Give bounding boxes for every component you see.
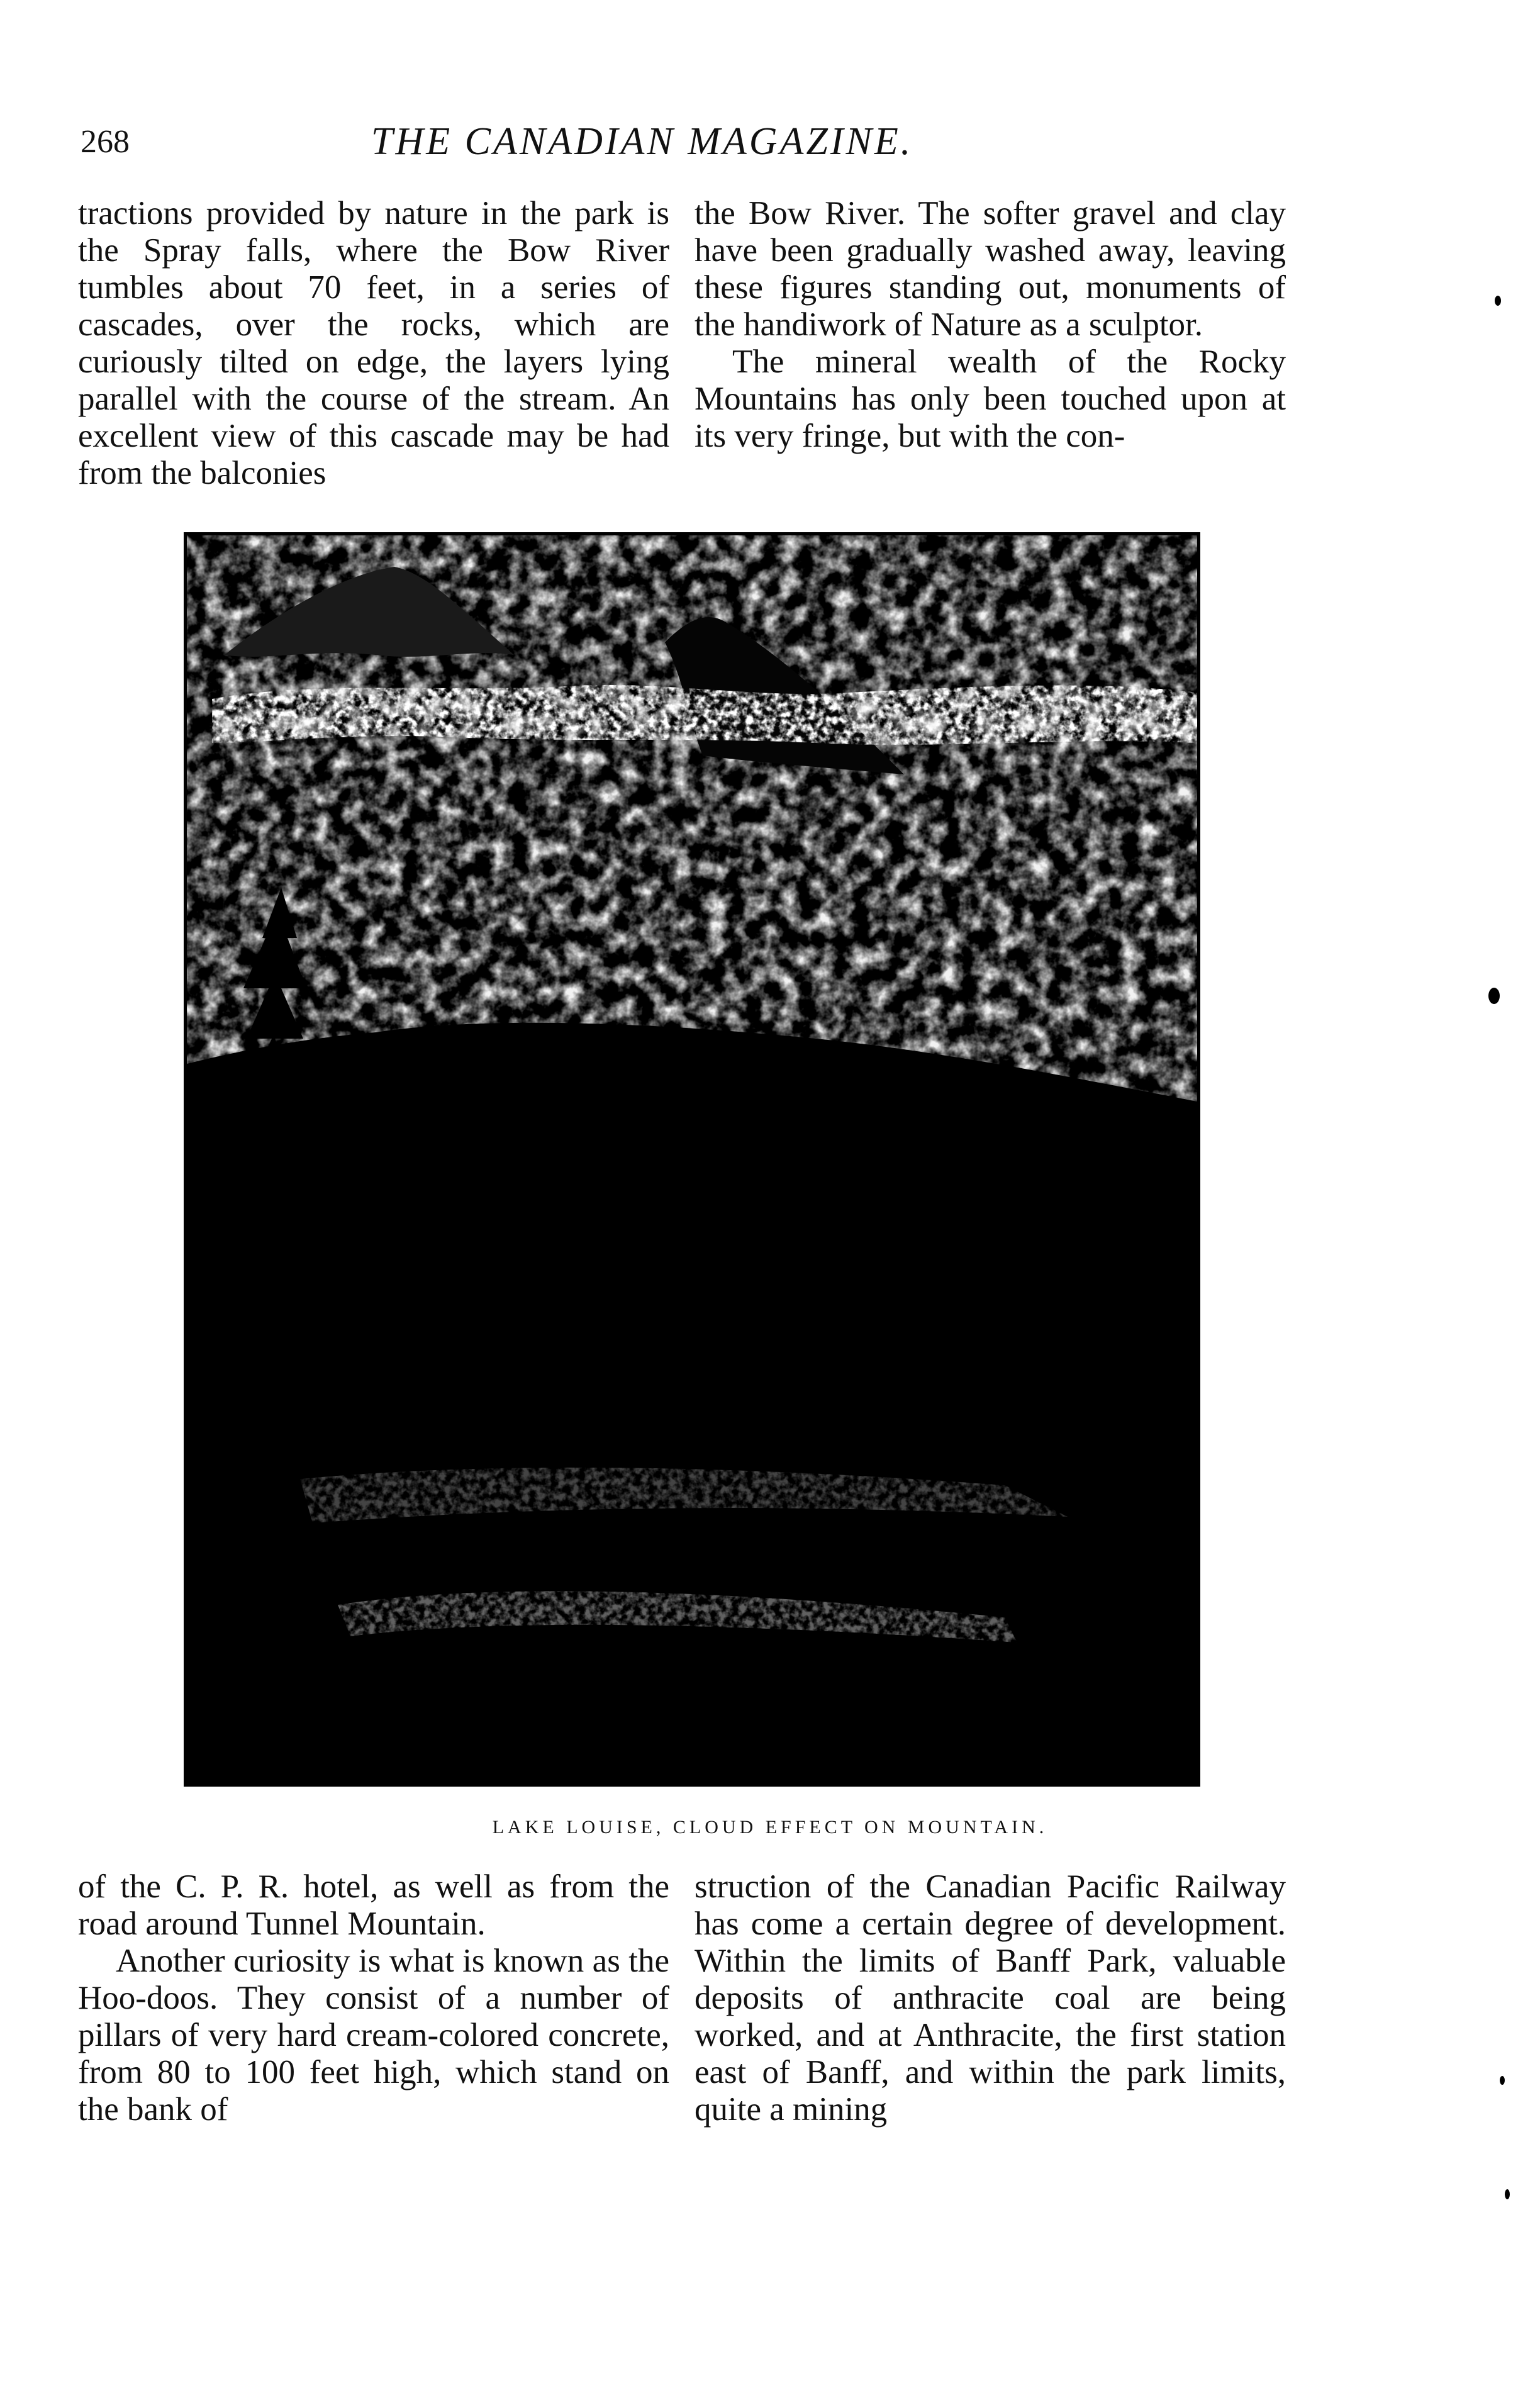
- figure-caption: LAKE LOUISE, CLOUD EFFECT ON MOUNTAIN.: [492, 1817, 1048, 1838]
- bottom-right-column: [695, 1868, 1286, 2128]
- scan-speck: [1505, 2189, 1510, 2199]
- scan-speck: [1495, 296, 1501, 306]
- lake-louise-photograph: [184, 532, 1200, 1787]
- scan-speck: [1488, 988, 1500, 1004]
- top-right-column: [695, 195, 1286, 455]
- body-paragraph: struction of the Canadian Pacific Railway has come a certain degree of development. Within the limits of Banff Park, valuable deposits of anthracite coal are being worked, and at Anthracite, the first station east of Banff, and within the park limits, quite a mining: [695, 1868, 1286, 2128]
- body-paragraph: Another curiosity is what is known as the Hoo-doos. They consist of a number of pillars of very hard cream-colored concrete, from 80 to 100 feet high, which stand on the bank of: [78, 1943, 669, 2128]
- page-number: 268: [81, 124, 130, 160]
- top-left-column: [78, 195, 669, 492]
- photograph-illustration: [187, 535, 1197, 1783]
- body-paragraph: of the C. P. R. hotel, as well as from the road around Tunnel Mountain.: [78, 1868, 669, 1942]
- body-paragraph: tractions provided by nature in the park is the Spray falls, where the Bow River tumbles about 70 feet, in a series of cascades, over the rocks, which are curiously tilted on edge, the layers lying parallel with the course of the stream. An excellent view of this cascade may be had from the balconies: [78, 195, 669, 491]
- running-title: THE CANADIAN MAGAZINE.: [371, 120, 913, 163]
- body-paragraph: the Bow River. The softer gravel and clay have been gradually washed away, leaving these figures standing out, monuments of the handiwork of Nature as a sculptor.: [695, 195, 1286, 343]
- scan-speck: [1500, 2076, 1505, 2085]
- bottom-left-column: [78, 1868, 669, 2128]
- body-paragraph: The mineral wealth of the Rocky Mountains has only been touched upon at its very fringe, but with the con-: [695, 343, 1286, 454]
